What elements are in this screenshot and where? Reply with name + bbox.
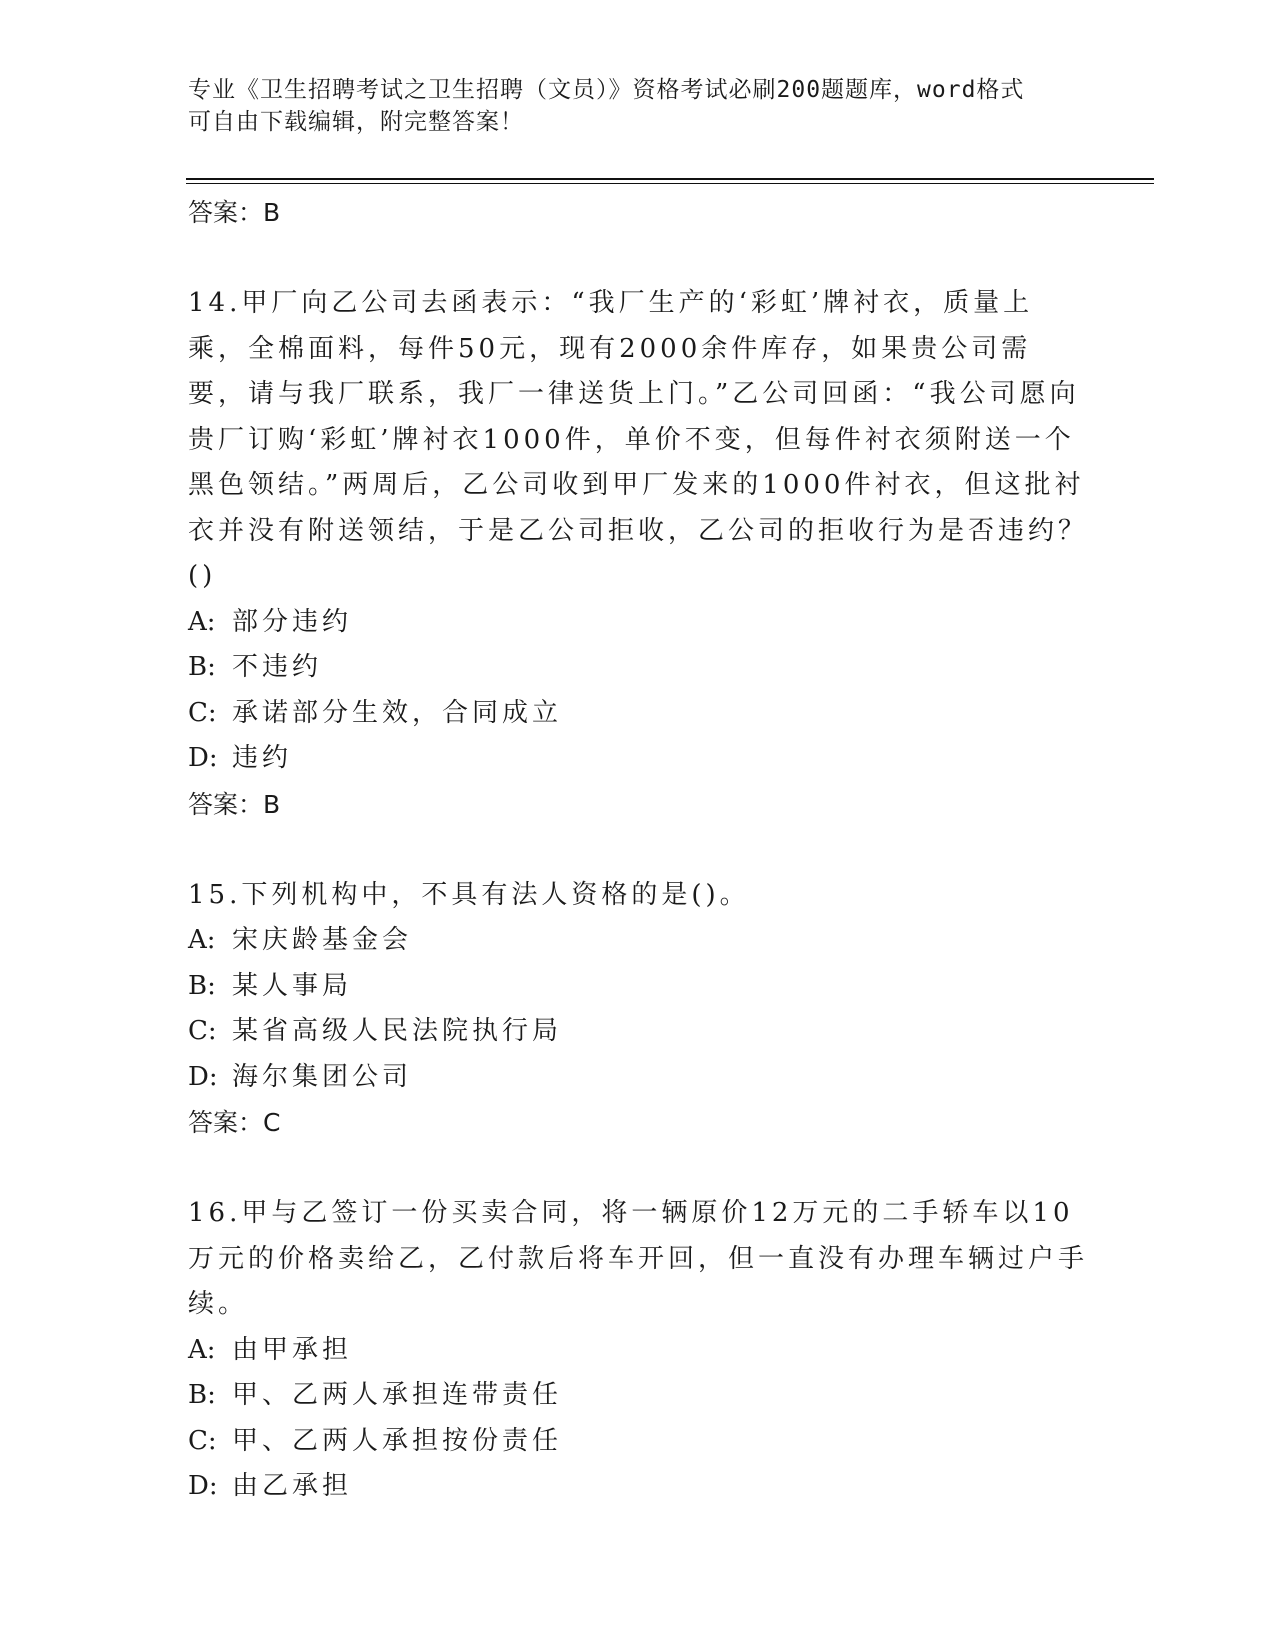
option-c <box>188 691 1088 737</box>
option-d <box>188 736 1088 782</box>
spacer <box>188 236 1088 281</box>
question-stem: 16.甲与乙签订一份买卖合同，将一辆原价12万元的二手轿车以10万元的价格卖给乙，乙付款后将车开回，但一直没有办理车辆过户手续。 <box>188 1198 1089 1319</box>
option-letter: D: <box>188 743 218 773</box>
option-text: 承诺部分生效，合同成立 <box>232 697 563 728</box>
option-b <box>188 964 1088 1010</box>
option-letter: C: <box>188 1016 217 1046</box>
option-text: 海尔集团公司 <box>232 1061 413 1092</box>
option-letter: A: <box>188 606 216 637</box>
option-b <box>188 1373 1088 1419</box>
header-rule-thick <box>186 178 1154 180</box>
option-letter: A: <box>188 925 216 955</box>
option-letter: D: <box>188 1471 218 1501</box>
option-b <box>188 645 1088 691</box>
option-text: 甲、乙两人承担连带责任 <box>232 1380 563 1410</box>
option-letter: D: <box>188 1061 218 1092</box>
question-block <box>188 873 1088 1147</box>
document-header <box>188 74 1068 138</box>
option-c <box>188 1009 1088 1055</box>
question-block <box>188 281 1088 828</box>
option-text: 违约 <box>232 743 293 773</box>
question-stem: 15.下列机构中，不具有法人资格的是()。 <box>188 879 750 910</box>
option-letter: B: <box>188 652 216 682</box>
option-text: 某省高级人民法院执行局 <box>232 1016 563 1046</box>
answer-line: 答案：B <box>188 198 281 227</box>
option-letter: B: <box>188 970 216 1001</box>
option-letter: C: <box>188 697 217 728</box>
header-line-2: 可自由下载编辑，附完整答案！ <box>188 109 524 135</box>
option-d <box>188 1055 1088 1101</box>
question-stem: 14.甲厂向乙公司去函表示：“我厂生产的‘彩虹’牌衬衣，质量上乘，全棉面料，每件50元，现有2000余件库存，如果贵公司需要，请与我厂联系，我厂一律送货上门。”乙公司回函：“我公司愿向贵厂订购‘彩虹’牌衬衣1000件，单价不变，但每件衬衣须附送一个黑色领结。”两周后，乙公司收到甲厂发来的1000件衬衣，但这批衬衣并没有附送领结，于是乙公司拒收，乙公司的拒收行为是否违约？() <box>188 288 1089 591</box>
header-line-1: 专业《卫生招聘考试之卫生招聘（文员）》资格考试必刷200题题库，word格式 <box>188 77 1025 103</box>
option-d <box>188 1464 1088 1510</box>
option-text: 由乙承担 <box>232 1471 353 1501</box>
option-text: 不违约 <box>232 652 323 682</box>
option-a <box>188 1328 1088 1374</box>
option-a <box>188 918 1088 964</box>
option-text: 甲、乙两人承担按份责任 <box>232 1425 563 1456</box>
answer-line: 答案：B <box>188 789 281 819</box>
option-a <box>188 600 1088 646</box>
option-text: 宋庆龄基金会 <box>232 925 413 955</box>
answer-line: 答案：C <box>188 1108 281 1137</box>
option-text: 某人事局 <box>232 970 353 1001</box>
spacer <box>188 828 1088 873</box>
question-block <box>188 1191 1088 1510</box>
option-letter: A: <box>188 1334 216 1365</box>
header-rule-thin <box>186 183 1154 184</box>
option-letter: C: <box>188 1425 217 1456</box>
option-text: 部分违约 <box>232 606 353 637</box>
option-text: 由甲承担 <box>232 1334 353 1365</box>
option-c <box>188 1419 1088 1465</box>
option-letter: B: <box>188 1380 216 1410</box>
document-body <box>188 190 1088 1510</box>
spacer <box>188 1146 1088 1191</box>
